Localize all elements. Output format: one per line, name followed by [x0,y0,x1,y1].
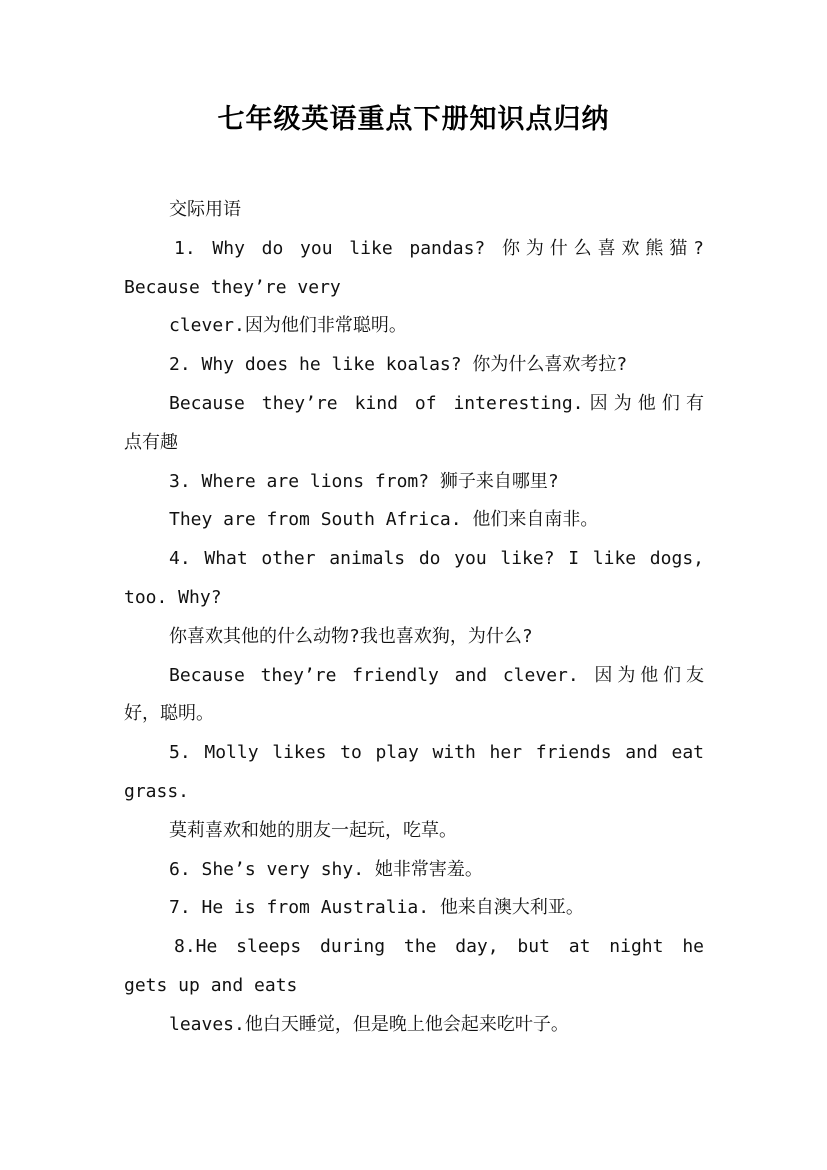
text-line: gets up and eats [124,974,298,996]
text-line: clever.因为他们非常聪明。 [169,315,407,337]
text-line: 点有趣 [124,431,178,453]
text-line: leaves.他白天睡觉，但是晚上他会起来吃叶子。 [169,1013,569,1035]
text-line: They are from South Africa. 他们来自南非。 [169,509,599,531]
section-heading: 交际用语 [169,199,241,220]
text-line: 1. Why do you like pandas? 你为什么喜欢熊猫? [174,237,704,259]
text-line: 8.He sleeps during the day, but at night he [174,936,704,958]
document-body [124,191,704,1045]
document-title: 七年级英语重点下册知识点归纳 [217,104,610,135]
text-line: 2. Why does he like koalas? 你为什么喜欢考拉? [169,354,628,376]
text-line: 4. What other animals do you like? I like dogs, [169,548,704,570]
text-line: Because they’re friendly and clever. 因为他们友 [169,664,704,686]
text-line: 你喜欢其他的什么动物?我也喜欢狗，为什么? [169,625,533,647]
text-line: 5. Molly likes to play with her friends and eat [169,742,704,764]
text-line: 3. Where are lions from? 狮子来自哪里? [169,470,559,492]
text-line: grass. [124,780,190,802]
text-line: too. Why? [124,586,222,608]
text-line: 莫莉喜欢和她的朋友一起玩，吃草。 [169,819,457,841]
text-line: Because they’re kind of interesting.因为他们有 [169,392,704,414]
text-line: 7. He is from Australia. 他来自澳大利亚。 [169,897,584,919]
text-line: Because they’re very [124,276,341,298]
text-line: 6. She’s very shy. 她非常害羞。 [169,858,483,880]
text-line: 好，聪明。 [124,703,214,725]
